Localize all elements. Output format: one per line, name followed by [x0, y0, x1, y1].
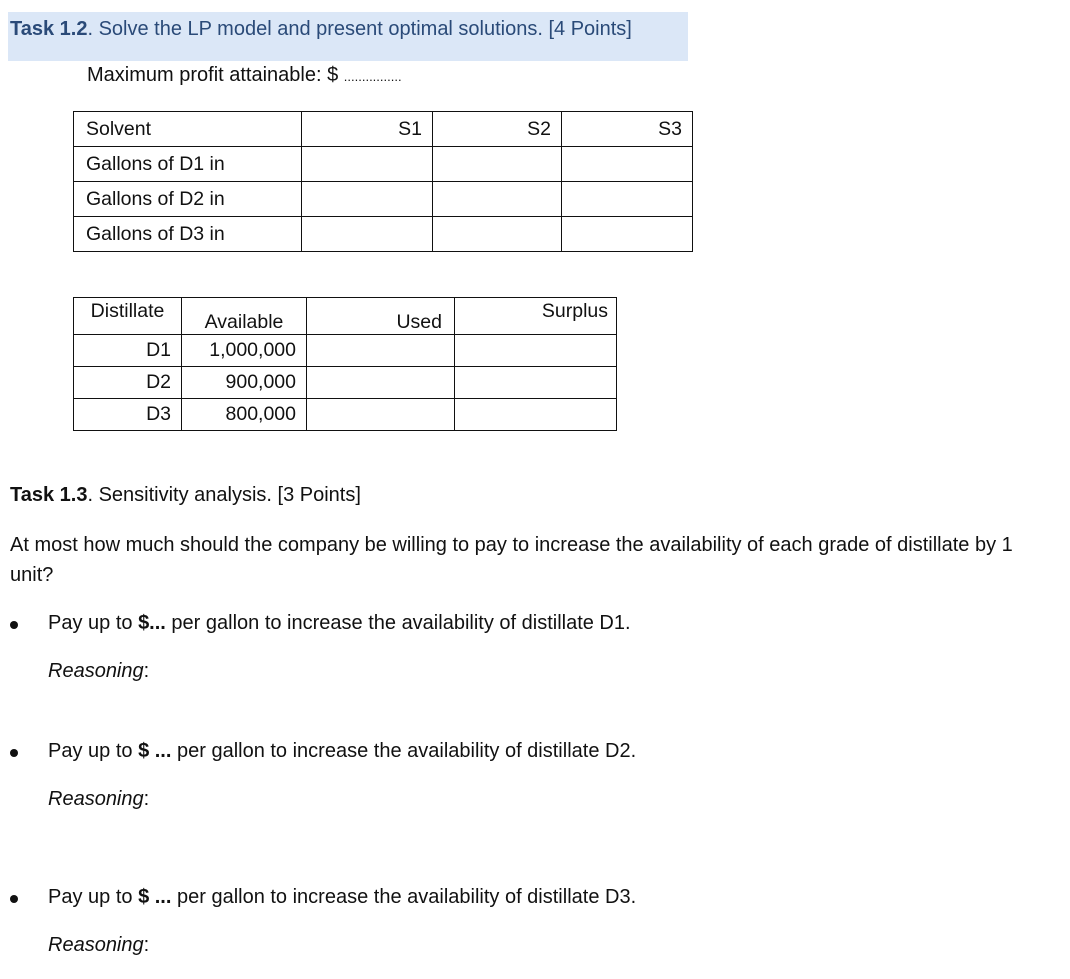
solvent-header-row — [74, 112, 693, 147]
bullet-text-d1 — [48, 612, 631, 635]
cell-d3-s2[interactable] — [433, 217, 562, 252]
bullet-suffix: per gallon to increase the availability of distillate D3. — [171, 886, 637, 908]
max-profit-blank[interactable]: ................ — [343, 69, 402, 84]
distillate-name-d3: D3 — [74, 399, 182, 431]
list-item — [10, 612, 1010, 638]
used-header: Used — [307, 298, 455, 335]
solvent-header: Solvent — [74, 112, 302, 147]
cell-d1-s3[interactable] — [562, 147, 693, 182]
task-1-3-heading — [10, 482, 361, 508]
bullet-text-d3 — [48, 886, 636, 909]
cell-d3-s3[interactable] — [562, 217, 693, 252]
reasoning-label: Reasoning — [48, 934, 144, 956]
available-d3: 800,000 — [182, 399, 307, 431]
cell-d2-s2[interactable] — [433, 182, 562, 217]
bullet-icon — [10, 749, 18, 757]
reasoning-d1[interactable] — [48, 660, 149, 683]
s1-header: S1 — [302, 112, 433, 147]
task-1-3-label: Task 1.3 — [10, 484, 88, 506]
cell-d1-s1[interactable] — [302, 147, 433, 182]
distillate-header: Distillate — [74, 298, 182, 335]
reasoning-colon: : — [143, 660, 150, 682]
table-row — [74, 217, 693, 252]
used-d1[interactable] — [307, 335, 455, 367]
bullet-prefix: Pay up to — [48, 886, 139, 908]
cell-d1-s2[interactable] — [433, 147, 562, 182]
bullet-icon — [10, 895, 18, 903]
distillate-table — [73, 297, 617, 431]
table-row — [74, 399, 617, 431]
surplus-d1[interactable] — [455, 335, 617, 367]
s2-header: S2 — [433, 112, 562, 147]
surplus-d2[interactable] — [455, 367, 617, 399]
table-row — [74, 147, 693, 182]
reasoning-colon: : — [143, 934, 150, 956]
row-label-d3: Gallons of D3 in — [74, 217, 302, 252]
distillate-name-d1: D1 — [74, 335, 182, 367]
reasoning-d3[interactable] — [48, 934, 149, 957]
available-header: Available — [182, 298, 307, 335]
row-label-d2: Gallons of D2 in — [74, 182, 302, 217]
bullet-suffix: per gallon to increase the availability of distillate D2. — [171, 740, 637, 762]
bullet-prefix: Pay up to — [48, 740, 139, 762]
bullet-suffix: per gallon to increase the availability of distillate D1. — [165, 612, 631, 634]
task-1-2-heading — [10, 16, 632, 42]
cell-d3-s1[interactable] — [302, 217, 433, 252]
distillate-name-d2: D2 — [74, 367, 182, 399]
task-1-3-text: . Sensitivity analysis. [3 Points] — [87, 484, 361, 506]
question-text: At most how much should the company be willing to pay to increase the availability of each grade of distillate by 1 unit? — [10, 534, 1013, 586]
bullet-icon — [10, 621, 18, 629]
surplus-d3[interactable] — [455, 399, 617, 431]
cell-d2-s3[interactable] — [562, 182, 693, 217]
list-item — [10, 886, 1010, 912]
table-row — [74, 335, 617, 367]
s3-header: S3 — [562, 112, 693, 147]
used-d2[interactable] — [307, 367, 455, 399]
used-d3[interactable] — [307, 399, 455, 431]
table-row — [74, 367, 617, 399]
price-blank-d1[interactable]: $... — [138, 612, 166, 634]
cell-d2-s1[interactable] — [302, 182, 433, 217]
bullet-text-d2 — [48, 740, 636, 763]
max-profit-label: Maximum profit attainable: $ — [87, 64, 344, 86]
available-d2: 900,000 — [182, 367, 307, 399]
solvent-table — [73, 111, 693, 252]
price-blank-d2[interactable]: $ ... — [138, 740, 172, 762]
max-profit-line — [87, 64, 402, 87]
price-blank-d3[interactable]: $ ... — [138, 886, 172, 908]
reasoning-label: Reasoning — [48, 788, 144, 810]
surplus-header: Surplus — [455, 298, 617, 335]
list-item — [10, 740, 1010, 766]
available-d1: 1,000,000 — [182, 335, 307, 367]
reasoning-d2[interactable] — [48, 788, 149, 811]
row-label-d1: Gallons of D1 in — [74, 147, 302, 182]
task-1-2-label: Task 1.2 — [10, 18, 88, 40]
bullet-prefix: Pay up to — [48, 612, 139, 634]
reasoning-colon: : — [143, 788, 150, 810]
distillate-header-row — [74, 298, 617, 335]
table-row — [74, 182, 693, 217]
task-1-2-text: . Solve the LP model and present optimal solutions. [4 Points] — [87, 18, 632, 40]
reasoning-label: Reasoning — [48, 660, 144, 682]
